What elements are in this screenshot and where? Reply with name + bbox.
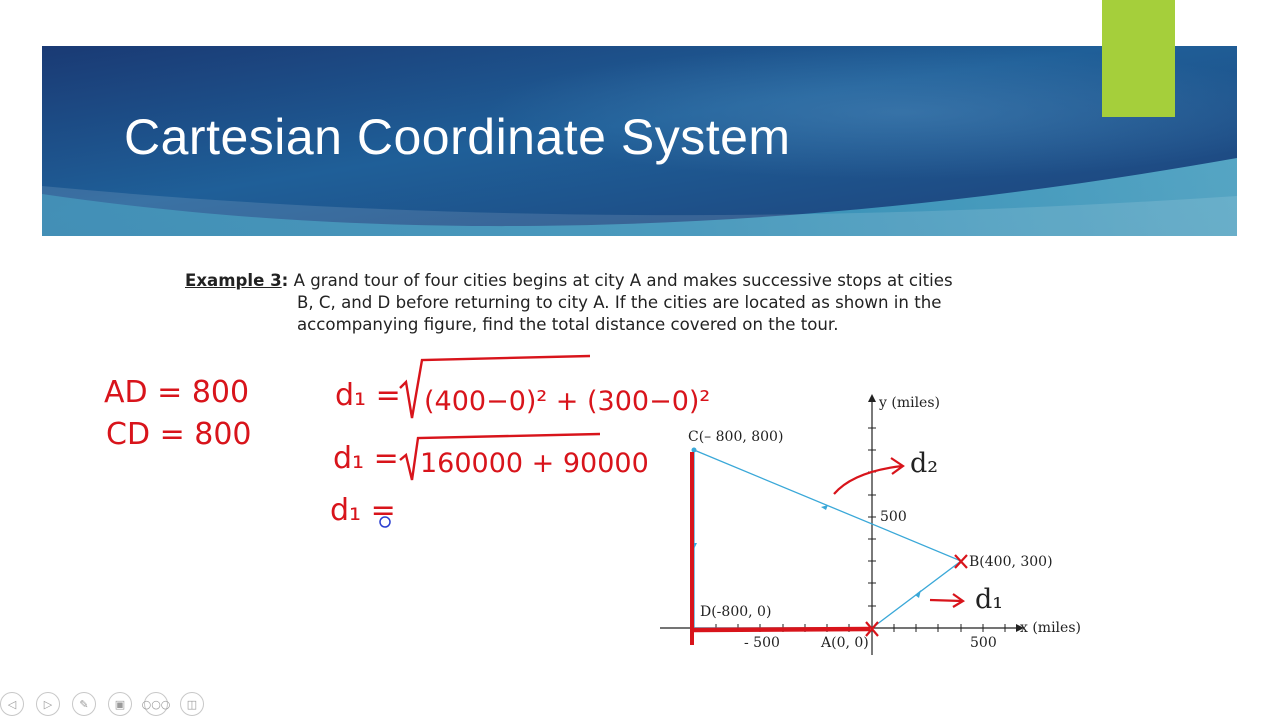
red-arrow-d1 (930, 600, 962, 601)
handwritten-d2-label: d₂ (910, 448, 939, 479)
handwritten-d1-lhs-3: d₁ = (330, 493, 396, 528)
y-axis-label: y (miles) (879, 395, 940, 411)
point-a-label: A(0, 0) (821, 635, 869, 651)
see-all-slides-button[interactable]: ▣ (108, 692, 132, 716)
handwritten-cd: CD = 800 (106, 417, 252, 452)
more-options-button[interactable]: ○○○ (144, 692, 168, 716)
point-c-marker (692, 448, 697, 453)
previous-slide-button[interactable]: ◁ (0, 692, 24, 716)
example-line-1: A grand tour of four cities begins at city A and makes successive stops at cities (293, 271, 953, 290)
next-slide-button[interactable]: ▷ (36, 692, 60, 716)
x-tick-neg500: - 500 (744, 635, 780, 651)
path-arrow-icon (821, 505, 828, 510)
example-text: Example 3: A grand tour of four cities begins at city A and makes successive stops at cities B, C, and D before returning to city A. If the cities are located as shown in the accompanying figure, find the total distance covered on the tour. (185, 270, 1025, 336)
handwritten-d1-lhs-1: d₁ = (335, 378, 401, 413)
handwritten-ad: AD = 800 (104, 375, 250, 410)
point-d-label: D(-800, 0) (700, 604, 772, 620)
example-line-2: B, C, and D before returning to city A. If the cities are located as shown in the (297, 293, 942, 312)
y-tick-500: 500 (880, 509, 907, 525)
y-axis-arrow-icon (868, 394, 876, 402)
red-arrow-d2 (834, 466, 902, 494)
slide-title: Cartesian Coordinate System (124, 109, 791, 165)
handwritten-d1-rhs-2: 160000 + 90000 (420, 448, 649, 479)
screen-options-button[interactable]: ◫ (180, 692, 204, 716)
x-tick-500: 500 (970, 635, 997, 651)
red-line-da (694, 629, 870, 630)
path-arrow-icon (915, 590, 921, 598)
pen-tool-button[interactable]: ✎ (72, 692, 96, 716)
x-axis-label: x (miles) (1020, 620, 1081, 636)
point-b-label: B(400, 300) (969, 554, 1053, 570)
red-x-mark-b (955, 555, 967, 568)
slideshow-toolbar (0, 692, 204, 718)
handwritten-d1-rhs-1: (400−0)² + (300−0)² (424, 386, 711, 417)
handwritten-d1-label: d₁ (975, 584, 1004, 615)
handwritten-d1-lhs-2: d₁ = (333, 441, 399, 476)
example-line-3: accompanying figure, find the total distance covered on the tour. (297, 315, 839, 334)
point-c-label: C(– 800, 800) (688, 429, 784, 445)
example-label: Example 3 (185, 271, 282, 290)
